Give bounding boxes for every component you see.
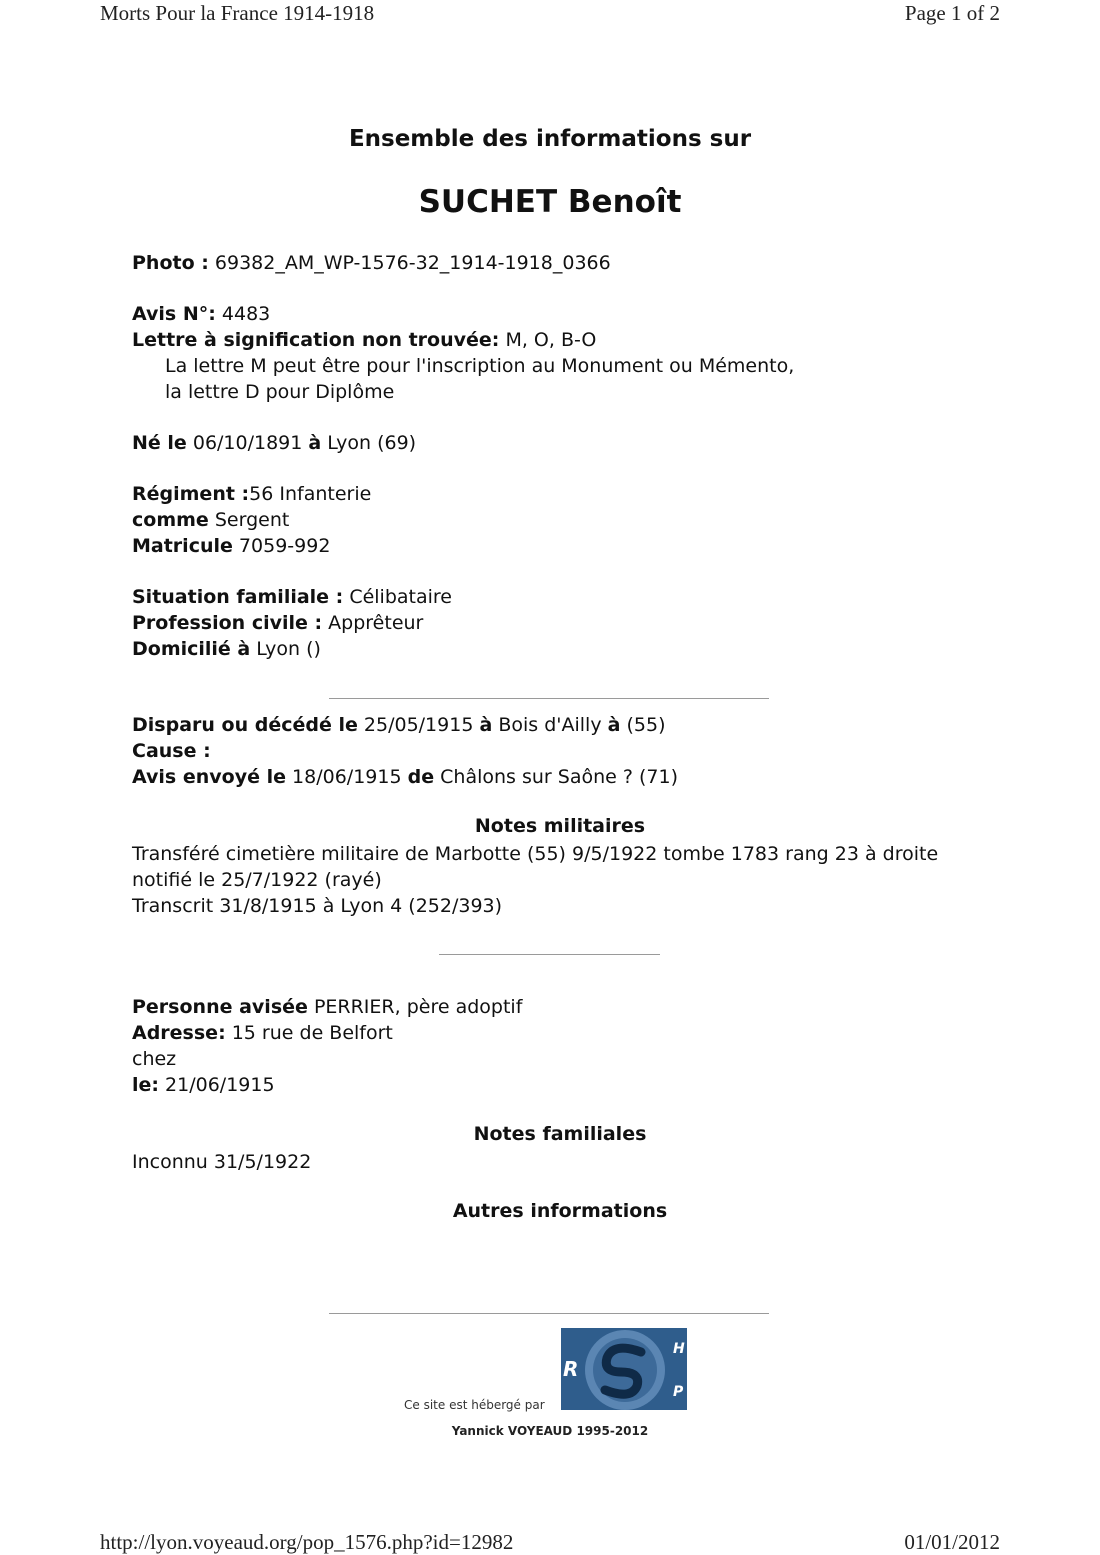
regiment-value: Infanterie [273,483,372,505]
avis-envoye-label: Avis envoyé le [132,766,286,788]
lettre-note-2: la lettre D pour Diplôme [165,381,395,403]
personne-section [132,994,522,1098]
naissance-date: 06/10/1891 [186,432,309,454]
lettre-note-1: La lettre M peut être pour l'inscription au Monument ou Mémento, [165,355,795,377]
divider-1 [329,698,769,699]
grade-value: Sergent [208,509,290,531]
le-value: 21/06/1915 [159,1074,275,1096]
situation-label: Situation familiale : [132,586,344,608]
person-name: SUCHET Benoît [418,184,682,220]
avis-label: Avis N°: [132,303,216,325]
situation-value: Célibataire [343,586,452,608]
print-header-title: Morts Pour la France 1914-1918 [100,1,375,25]
notes-familiales-line-1: Inconnu 31/5/1922 [132,1151,312,1173]
domicile-label: Domicilié à [132,638,251,660]
print-footer-url: http://lyon.voyeaud.org/pop_1576.php?id=12982 [100,1530,514,1554]
divider-3 [329,1313,769,1314]
autres-informations-title: Autres informations [452,1200,668,1222]
regiment-num: 56 [249,483,274,505]
le-label: le: [132,1074,159,1096]
deces-dept: (55) [620,714,666,736]
avis-envoye-lieu: Châlons sur Saône ? (71) [434,766,678,788]
rhp-logo[interactable] [561,1328,687,1410]
deces-a1: à [479,714,493,736]
print-header-page: Page 1 of 2 [904,1,1000,25]
intro-heading: Ensemble des informations sur [348,126,752,152]
adresse-label: Adresse: [132,1022,226,1044]
lettre-value: M, O, B-O [499,329,597,351]
regiment-label: Régiment : [132,483,250,505]
personne-value: PERRIER, père adoptif [307,996,523,1018]
notes-militaires-line-1: Transféré cimetière militaire de Marbotte (55) 9/5/1922 tombe 1783 rang 23 à droite [132,843,939,865]
photo-line [132,250,611,276]
deces-date: 25/05/1915 [357,714,480,736]
grade-label: comme [132,509,209,531]
print-footer-date: 01/01/2012 [904,1530,1000,1554]
profession-value: Apprêteur [322,612,424,634]
naissance-line [132,430,416,456]
notes-militaires-line-2: notifié le 25/7/1922 (rayé) [132,869,382,891]
cause-label: Cause : [132,740,211,762]
lettre-label: Lettre à signification non trouvée: [132,329,500,351]
civil-section [132,584,452,662]
avis-envoye-de: de [407,766,435,788]
avis-section [132,301,794,405]
photo-value: 69382_AM_WP-1576-32_1914-1918_0366 [208,252,611,274]
domicile-value: Lyon () [250,638,321,660]
naissance-label: Né le [132,432,187,454]
notes-militaires-body [132,841,938,919]
notes-familiales-title: Notes familiales [473,1123,647,1145]
rhp-logo-graphic [561,1328,687,1410]
logo-letter-p: P [673,1384,684,1400]
site-credit: Yannick VOYEAUD 1995-2012 [451,1424,649,1438]
profession-label: Profession civile : [132,612,323,634]
hosted-by-text: Ce site est hébergé par [404,1398,545,1412]
avis-envoye-date: 18/06/1915 [286,766,408,788]
deces-label: Disparu ou décédé le [132,714,358,736]
avis-value: 4483 [215,303,271,325]
naissance-lieu: Lyon (69) [321,432,417,454]
personne-label: Personne avisée [132,996,308,1018]
deces-section [132,712,678,790]
logo-letter-r: R [563,1357,579,1381]
deces-a2: à [607,714,621,736]
matricule-label: Matricule [132,535,233,557]
adresse-value: 15 rue de Belfort [225,1022,393,1044]
notes-militaires-line-3: Transcrit 31/8/1915 à Lyon 4 (252/393) [132,895,503,917]
naissance-a: à [308,432,322,454]
matricule-value: 7059-992 [232,535,331,557]
militaire-section [132,481,371,559]
photo-label: Photo : [132,252,209,274]
deces-lieu: Bois d'Ailly [492,714,608,736]
notes-militaires-title: Notes militaires [474,815,646,837]
divider-2 [439,954,660,955]
chez-line: chez [132,1048,177,1070]
logo-letter-h: H [673,1341,685,1357]
